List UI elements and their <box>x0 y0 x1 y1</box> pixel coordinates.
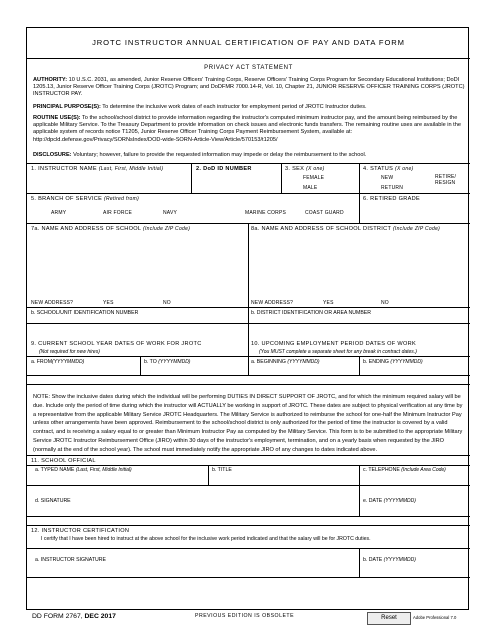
reset-button[interactable]: Reset <box>367 612 411 625</box>
divider <box>27 356 470 357</box>
branch-navy-option[interactable]: NAVY <box>163 210 178 216</box>
instructor-certification-heading: 12. INSTRUCTOR CERTIFICATION <box>31 528 130 534</box>
routine-label: ROUTINE USE(S): <box>33 115 81 121</box>
from-date-label: a. FROM(YYYYMMDD) <box>31 359 85 365</box>
instructor-name-field[interactable] <box>31 174 187 190</box>
status-new-option[interactable]: NEW <box>381 175 394 181</box>
privacy-act-heading: PRIVACY ACT STATEMENT <box>204 65 293 71</box>
previous-edition-note: PREVIOUS EDITION IS OBSOLETE <box>195 613 295 619</box>
divider <box>359 465 360 516</box>
divider <box>359 163 360 193</box>
divider <box>27 465 470 466</box>
disclosure-label: DISCLOSURE: <box>33 152 72 158</box>
disclosure-text: Voluntary; however, failure to provide the requested information may impede or delay the reimbursement to the school. <box>71 152 367 158</box>
district-address-label: 8a. NAME AND ADDRESS OF SCHOOL DISTRICT (Include ZIP Code) <box>251 226 441 232</box>
retired-grade-field[interactable] <box>363 204 467 220</box>
district-new-address-no[interactable]: NO <box>381 300 389 306</box>
purpose-paragraph <box>33 104 465 111</box>
branch-army-option[interactable]: ARMY <box>51 210 67 216</box>
divider <box>281 163 282 193</box>
note-paragraph: NOTE: Show the inclusive dates during which the individual will be performing DUTIES IN DIRECT SUPPORT OF JROTC, and for which the minimum required salary will be due. Include only the period of time during which the instructor will ACTUALLY be working in support of JROTC. These dates are subject to physical verification at any time by a representative from the applicable Military Service JROTC Headquarters. The Military Service is authorized to reimburse the school for one-half the Minimum Instructor Pay unless other arrangements have been approved. Reimbursement to the school/school district is only authorized for the period of time the instructor is covered by a valid contract, and is receiving a salary equal to or greater than Minimum Instructor Pay as computed by the Military Service. This form is to be submitted to the appropriate Military Service JROTC Instructor Reimbursement Office (JIRO) within 30 days of the instructor's employment, termination, and on a yearly basis when requested by the JIRO (normally at the end of the school year). The school must immediately notify the appropriate JIRO of any changes to dates indicated above. <box>33 394 463 453</box>
beginning-date-field[interactable] <box>251 366 355 374</box>
typed-name-field[interactable] <box>31 474 205 484</box>
divider <box>27 548 470 549</box>
divider <box>27 193 470 194</box>
dod-id-field[interactable] <box>195 174 277 190</box>
sex-label: 3. SEX (X one) <box>285 166 325 172</box>
divider <box>27 577 470 578</box>
divider <box>27 516 470 517</box>
school-year-hint: (Not required for new hires) <box>39 349 100 355</box>
district-address-field[interactable] <box>251 234 466 298</box>
school-id-label: b. SCHOOL/UNIT IDENTIFICATION NUMBER <box>31 310 139 316</box>
branch-marine-corps-option[interactable]: MARINE CORPS <box>245 210 287 216</box>
divider <box>248 323 249 375</box>
instructor-signature-label: a. INSTRUCTOR SIGNATURE <box>35 557 106 563</box>
to-date-field[interactable] <box>144 366 244 374</box>
branch-coast-guard-option[interactable]: COAST GUARD <box>305 210 344 216</box>
routine-text: To the school/school district to provide information regarding the instructor's computed minimum instructor pay, and the amount being reimbursed by the applicable Military Service. To the Treasury Department to provide information on check issues and electronic funds transfers. The remaining routine uses are available in the applicable system of records notice T1205, Junior Reserve Officer Training Corps Payment Reimbursement System, available at: http://dpcld.defense.gov/Privacy/SORNsIndex/DOD-wide-SORN-Article-View/Article/570153/t1205/ <box>33 115 461 143</box>
divider <box>359 193 360 223</box>
purpose-label: PRINCIPAL PURPOSE(S): <box>33 104 101 110</box>
title-field[interactable] <box>212 474 355 484</box>
upcoming-period-label: 10. UPCOMING EMPLOYMENT PERIOD DATES OF WORK <box>251 341 416 347</box>
date-label: e. DATE (YYYYMMDD) <box>363 498 416 504</box>
date-field[interactable] <box>363 505 467 515</box>
from-date-field[interactable] <box>31 366 137 374</box>
authority-text: 10 U.S.C. 2031, as amended, Junior Reserve Officers' Training Corps, Reserve Officers' Training Corps Program for Secondary Educational Institutions; DoDI 1205.13, Junior Reserve Officer Training Corps (JROTC) Program; and DoDFMR 7000.14-R, Vol. 10, Chapter 21, JUNIOR RESERVE OFFICER TRAINING CORPS (JROTC) INSTRUCTOR PAY. <box>33 77 465 98</box>
divider <box>27 375 470 376</box>
instructor-certification-text: I certify that I have been hired to instruct at the above school for the inclusive work period indicated and that the salary will be for JROTC duties. <box>41 536 371 542</box>
divider <box>140 356 141 375</box>
district-new-address-yes[interactable]: YES <box>323 300 334 306</box>
instructor-date-field[interactable] <box>363 565 467 576</box>
signature-field[interactable] <box>31 505 355 515</box>
status-retire-resign-option[interactable]: RETIRE/ RESIGN <box>435 174 457 186</box>
divider <box>359 356 360 375</box>
authority-label: AUTHORITY: <box>33 77 68 83</box>
ending-date-field[interactable] <box>363 366 467 374</box>
form-number: DD FORM 2767, DEC 2017 <box>32 613 116 620</box>
ending-date-label: b. ENDING (YYYYMMDD) <box>363 359 423 365</box>
signature-label: d. SIGNATURE <box>35 498 71 504</box>
school-new-address-label: NEW ADDRESS? <box>31 300 74 306</box>
divider <box>191 163 192 193</box>
school-year-label: 9. CURRENT SCHOOL YEAR DATES OF WORK FOR JROTC <box>31 341 202 347</box>
divider <box>27 384 470 385</box>
adobe-version: Adobe Professional 7.0 <box>413 615 457 620</box>
divider <box>27 58 470 59</box>
school-new-address-no[interactable]: NO <box>163 300 171 306</box>
school-new-address-yes[interactable]: YES <box>103 300 114 306</box>
retired-grade-label: 6. RETIRED GRADE <box>363 196 421 202</box>
telephone-field[interactable] <box>363 474 467 484</box>
form-container <box>26 27 469 610</box>
status-return-option[interactable]: RETURN <box>381 185 404 191</box>
purpose-text: To determine the inclusive work dates of each instructor for employment period of JROTC Instructor duties. <box>100 104 367 110</box>
divider <box>27 485 470 486</box>
title-label: b. TITLE <box>212 467 232 473</box>
branch-of-service-label: 5. BRANCH OF SERVICE (Retired from) <box>31 196 140 202</box>
authority-paragraph <box>33 77 465 99</box>
divider <box>359 548 360 577</box>
instructor-name-label: 1. INSTRUCTOR NAME (Last, First, Middle Initial) <box>31 166 164 172</box>
telephone-label: c. TELEPHONE (Include Area Code) <box>363 467 446 473</box>
instructor-signature-field[interactable] <box>31 565 355 576</box>
district-new-address-label: NEW ADDRESS? <box>251 300 294 306</box>
divider <box>208 465 209 485</box>
school-address-label: 7a. NAME AND ADDRESS OF SCHOOL (Include ZIP Code) <box>31 226 191 232</box>
typed-name-label: a. TYPED NAME (Last, First, Middle Initial) <box>35 467 132 473</box>
form-title: JROTC INSTRUCTOR ANNUAL CERTIFICATION OF PAY AND DATA FORM <box>92 38 405 47</box>
divider <box>27 307 470 308</box>
beginning-date-label: a. BEGINNING (YYYYMMDD) <box>251 359 320 365</box>
school-official-heading: 11. SCHOOL OFFICIAL <box>31 458 96 464</box>
upcoming-period-hint: (You MUST complete a separate sheet for any break in contract dates.) <box>259 349 417 355</box>
district-id-label: b. DISTRICT IDENTIFICATION OR AREA NUMBER <box>251 310 371 316</box>
divider <box>27 455 470 456</box>
disclosure-paragraph <box>33 152 465 159</box>
dod-id-label: 2. DoD ID NUMBER <box>196 166 252 172</box>
instructor-date-label: b. DATE (YYYYMMDD) <box>363 557 416 563</box>
divider <box>248 223 249 323</box>
status-label: 4. STATUS (X one) <box>363 166 414 172</box>
divider <box>27 525 470 526</box>
to-date-label: b. TO (YYYYMMDD) <box>144 359 191 365</box>
school-address-field[interactable] <box>31 234 244 298</box>
sex-female-option[interactable]: FEMALE <box>303 175 325 181</box>
divider <box>27 163 470 164</box>
branch-air-force-option[interactable]: AIR FORCE <box>103 210 133 216</box>
routine-use-paragraph <box>33 115 465 144</box>
sex-male-option[interactable]: MALE <box>303 185 318 191</box>
